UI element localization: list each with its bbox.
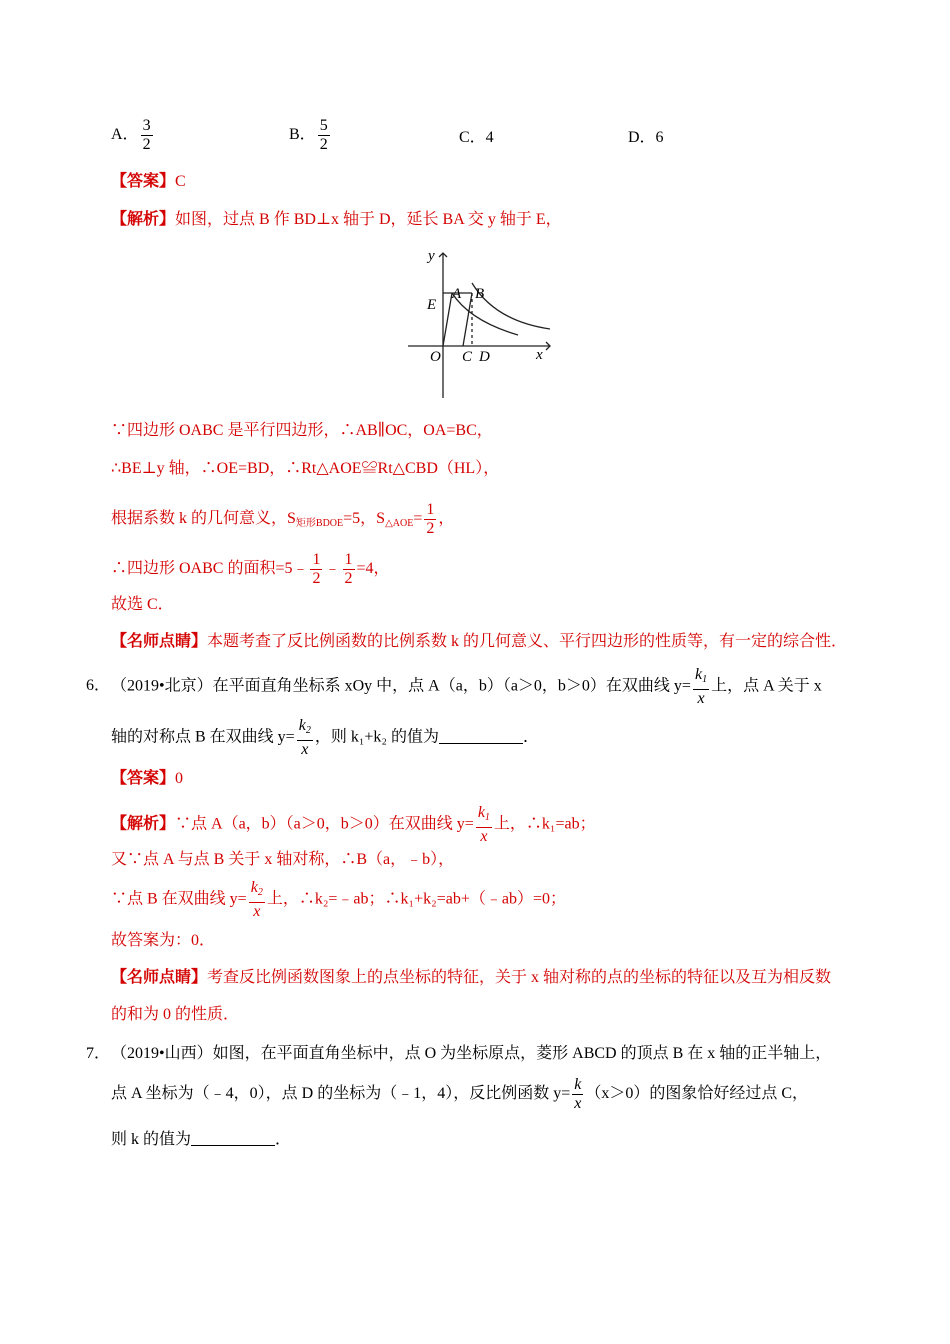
label-a: A [452,286,462,302]
step-4 [111,551,390,588]
answer-tag: 【答案】 [111,770,176,787]
question-number: 6． [86,677,111,694]
subscript: △AOE [385,518,414,530]
question-text: ，则 k₁+k₂ 的值为 [314,728,439,746]
question-number: 7． [86,1045,111,1062]
denominator: 2 [319,136,328,153]
analysis-text: ∵点 A（a，b）（a＞0，b＞0）在双曲线 y= [175,815,474,833]
label-e: E [427,297,437,313]
fraction [693,666,709,708]
step-3 [111,501,454,538]
question-text: ． [275,1131,292,1148]
denominator: 2 [344,570,353,587]
question-text: （2019•北京）在平面直角坐标系 xOy 中，点 A（a，b）（a＞0，b＞0）在双曲线 y= [111,677,691,695]
step-2: ∴BE⊥y 轴，∴OE=BD，∴Rt△AOE≌Rt△CBD（HL）， [111,460,500,477]
answer-value: C [175,173,186,190]
label-y: y [428,248,435,264]
subscript: 矩形BDOE [295,518,344,530]
numerator: 5 [319,117,328,134]
question-text: 则 k 的值为 [111,1131,192,1148]
answer-blank [191,1131,275,1146]
segment-cb [463,293,472,346]
step-text: ∴四边形 OABC 的面积=5﹣ [111,560,309,578]
option-label: A． [111,126,139,144]
numerator: 1 [312,551,321,568]
comment-line [111,632,847,652]
comment-text: 考查反比例函数图象上的点坐标的特征，关于 x 轴对称的点的坐标的特征以及互为相反数 [207,969,832,986]
numerator: k [694,666,703,683]
option-a [111,117,155,154]
subscript: 1 [484,812,490,823]
q7-line-2 [111,1076,808,1113]
label-d: D [479,349,490,365]
segment-oa [443,293,452,346]
analysis-step-2: 又∵点 A 与点 B 关于 x 轴对称，∴B（a，﹣b）， [111,851,455,868]
fraction [343,551,355,588]
fraction [476,804,492,846]
denominator: x [480,828,488,845]
step-text: ， [438,510,455,528]
step-text: ﹣ [324,560,341,578]
option-c: C．4 [459,129,494,146]
option-label: B． [289,126,316,144]
question-text: 上，点 A 关于 x [711,677,822,695]
question-text: ． [523,728,540,746]
denominator: 2 [426,520,435,537]
graph-figure [400,243,560,403]
analysis-text: ∵点 B 在双曲线 y= [111,890,247,908]
numerator: k [574,1076,582,1093]
denominator: x [301,741,309,758]
step-5: 故选 C． [111,596,174,613]
label-b: B [475,286,485,302]
analysis-text: 上，∴k₁=ab； [493,815,596,833]
step-text: =4， [356,560,390,578]
label-c: C [462,349,473,365]
question-text: （x＞0）的图象恰好经过点 C， [585,1085,809,1103]
comment-tag: 【名师点睛】 [111,969,208,986]
question-text: 轴的对称点 B 在双曲线 y= [111,728,295,746]
denominator: x [697,690,705,707]
q7-line-1: （2019•山西）如图，在平面直角坐标中，点 O 为坐标原点，菱形 ABCD 的顶点 B 在 x 轴的正半轴上， [111,1045,832,1062]
answer-value: 0 [175,770,184,787]
fraction [141,117,153,154]
subscript: 1 [702,674,708,685]
numerator: 3 [142,117,151,134]
q7-line-3 [111,1130,291,1150]
q6-line-2 [111,717,539,759]
subscript: 2 [305,725,311,736]
step-1: ∵四边形 OABC 是平行四边形，∴AB∥OC，OA=BC， [111,422,493,439]
fraction [424,501,436,538]
denominator: x [574,1095,582,1112]
fraction [318,117,330,154]
option-b [289,117,332,154]
numerator: k [298,717,306,734]
question-text: 点 A 坐标为（﹣4，0），点 D 的坐标为（﹣1，4），反比例函数 y= [111,1085,571,1103]
q6-line-1 [111,666,822,708]
comment-line [111,968,831,988]
subscript: 2 [257,887,263,898]
analysis-line [111,804,596,846]
numerator: 1 [426,501,435,518]
answer-line [111,172,186,192]
analysis-step-4: 故答案为：0． [111,932,216,949]
numerator: k [477,804,485,821]
numerator: 1 [344,551,353,568]
analysis-step-3 [111,879,566,921]
analysis-tag: 【解析】 [111,815,176,833]
analysis-line [111,210,562,230]
fraction [249,879,265,921]
label-x: x [536,347,543,363]
fraction [297,717,313,759]
comment-text: 本题考查了反比例函数的比例系数 k 的几何意义、平行四边形的性质等，有一定的综合性． [207,633,848,650]
step-text: =5，S [343,510,386,528]
answer-tag: 【答案】 [111,173,176,190]
analysis-tag: 【解析】 [111,211,176,228]
analysis-text: 如图，过点 B 作 BD⊥x 轴于 D，延长 BA 交 y 轴于 E， [175,211,562,228]
label-o: O [430,349,441,365]
denominator: 2 [142,136,151,153]
analysis-text: 上，∴k₂=﹣ab；∴k₁+k₂=ab+（﹣ab）=0； [266,890,566,908]
comment-tag: 【名师点睛】 [111,633,208,650]
denominator: x [253,903,261,920]
answer-line [111,769,183,789]
step-text: 根据系数 k 的几何意义，S [111,510,296,528]
option-d: D．6 [628,129,664,146]
numerator: k [250,879,258,896]
fraction [310,551,322,588]
step-text: = [413,510,423,528]
comment-line-2: 的和为 0 的性质． [111,1006,240,1023]
fraction [572,1076,583,1113]
answer-blank [439,729,523,744]
denominator: 2 [312,570,321,587]
